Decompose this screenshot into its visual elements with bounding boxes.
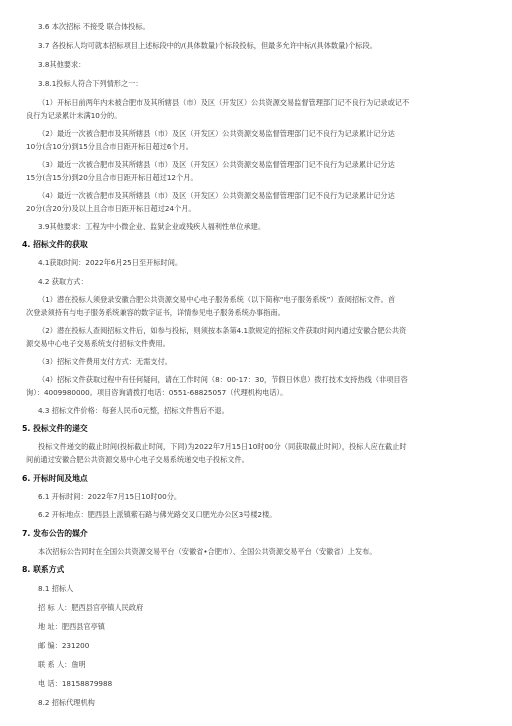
method-2-line2: 源交易中心电子交易系统支付招标文件费用。: [26, 339, 170, 348]
condition-3-line1: （3）最近一次被合肥市及其所辖县（市）及区（开发区）公共资源交易监督管理部门记不良行为记录累计记分达: [38, 160, 395, 169]
condition-4-line1: （4）最近一次被合肥市及其所辖县（市）及区（开发区）公共资源交易监督管理部门记不良行为记录累计记分达: [38, 191, 395, 200]
clause-6-1: 6.1 开标时间：2022年7月15日10时00分。: [38, 492, 182, 501]
tenderer-phone: 电 话：18158879988: [38, 679, 113, 688]
condition-3-line2: 15分(含15分)到20分且合市日距开标日超过12个月。: [26, 173, 198, 182]
method-4-line2: 询）：4009980000。项目咨询请拨打电话：0551-68825057（代理机构电话）。: [26, 388, 288, 397]
clause-4-2: 4.2 获取方式：: [38, 277, 88, 286]
condition-2-line1: （2）最近一次被合肥市及其所辖县（市）及区（开发区）公共资源交易监督管理部门记不良行为记录累计记分达: [38, 129, 395, 138]
condition-4-line2: 20分(含20分)及以上且合市日距开标日超过24个月。: [26, 204, 196, 213]
clause-4-3: 4.3 招标文件价格：每套人民币0元整，招标文件售后不退。: [38, 406, 229, 415]
section-4-heading: 4. 招标文件的获取: [22, 240, 88, 249]
clause-3-9: 3.9其他要求：工程为中小微企业、监狱企业或残疾人福利性单位承建。: [38, 222, 266, 231]
clause-3-6: 3.6 本次招标 不接受 联合体投标。: [38, 22, 150, 31]
method-1-line1: （1）潜在投标人须登录安徽合肥公共资源交易中心电子服务系统（以下简称“电子服务系统”）查阅招标文件。首: [38, 295, 396, 304]
tenderer-postcode: 邮 编：231200: [38, 641, 90, 650]
clause-8-2: 8.2 招标代理机构: [38, 698, 95, 707]
clause-4-1: 4.1获取时间：2022年6月25日至开标时间。: [38, 258, 183, 267]
method-1-line2: 次登录须持有与电子服务系统兼容的数字证书，详情参见电子服务系统办事指南。: [26, 308, 285, 317]
clause-3-8-1: 3.8.1投标人符合下列情形之一：: [38, 79, 143, 88]
tenderer-address: 地 址：肥西县官亭镇: [38, 622, 105, 631]
media-text: 本次招标公告同时在全国公共资源交易平台（安徽省•合肥市）、全国公共资源交易平台（安徽省）上发布。: [38, 547, 377, 556]
section-5-heading: 5. 投标文件的递交: [22, 424, 88, 433]
tenderer-contact: 联 系 人：詹明: [38, 660, 86, 669]
clause-6-2: 6.2 开标地点：肥西县上派镇紫石路与佛光路交叉口肥光办公区3号楼2楼。: [38, 510, 277, 519]
section-7-heading: 7. 发布公告的媒介: [22, 529, 88, 538]
method-4-line1: （4）招标文件获取过程中有任何疑问，请在工作时间（8：00-17：30，节假日休息）拨打技术支持热线（非项目咨: [38, 375, 408, 384]
clause-8-1: 8.1 招标人: [38, 584, 74, 593]
submission-line1: 投标文件递交的截止时间(投标截止时间，下同)为2022年7月15日10时00分（同获取截止时间），投标人应在截止时: [38, 442, 407, 451]
section-6-heading: 6. 开标时间及地点: [22, 474, 88, 483]
condition-1-line1: （1）开标日前两年内未被合肥市及其所辖县（市）及区（开发区）公共资源交易监督管理部门记不良行为记录或记不: [38, 98, 410, 107]
condition-2-line2: 10分(含10分)到15分且合市日距开标日超过6个月。: [26, 142, 193, 151]
method-3: （3）招标文件费用支付方式：无需支付。: [38, 357, 172, 366]
clause-3-8: 3.8其他要求：: [38, 60, 86, 69]
condition-1-line2: 良行为记录累计未满10分的。: [26, 111, 122, 120]
method-2-line1: （2）潜在投标人查阅招标文件后，如参与投标，则须按本条第4.1款规定的招标文件获取时间内通过安徽合肥公共资: [38, 326, 407, 335]
submission-line2: 间前通过安徽合肥公共资源交易中心电子交易系统递交电子投标文件。: [26, 455, 249, 464]
tenderer-name: 招 标 人：肥西县官亭镇人民政府: [38, 603, 144, 612]
section-8-heading: 8. 联系方式: [22, 565, 65, 574]
clause-3-7: 3.7 各投标人均可就本招标项目上述标段中的/(具体数量)个标段投标，但最多允许中标/(具体数量)个标段。: [38, 41, 377, 50]
